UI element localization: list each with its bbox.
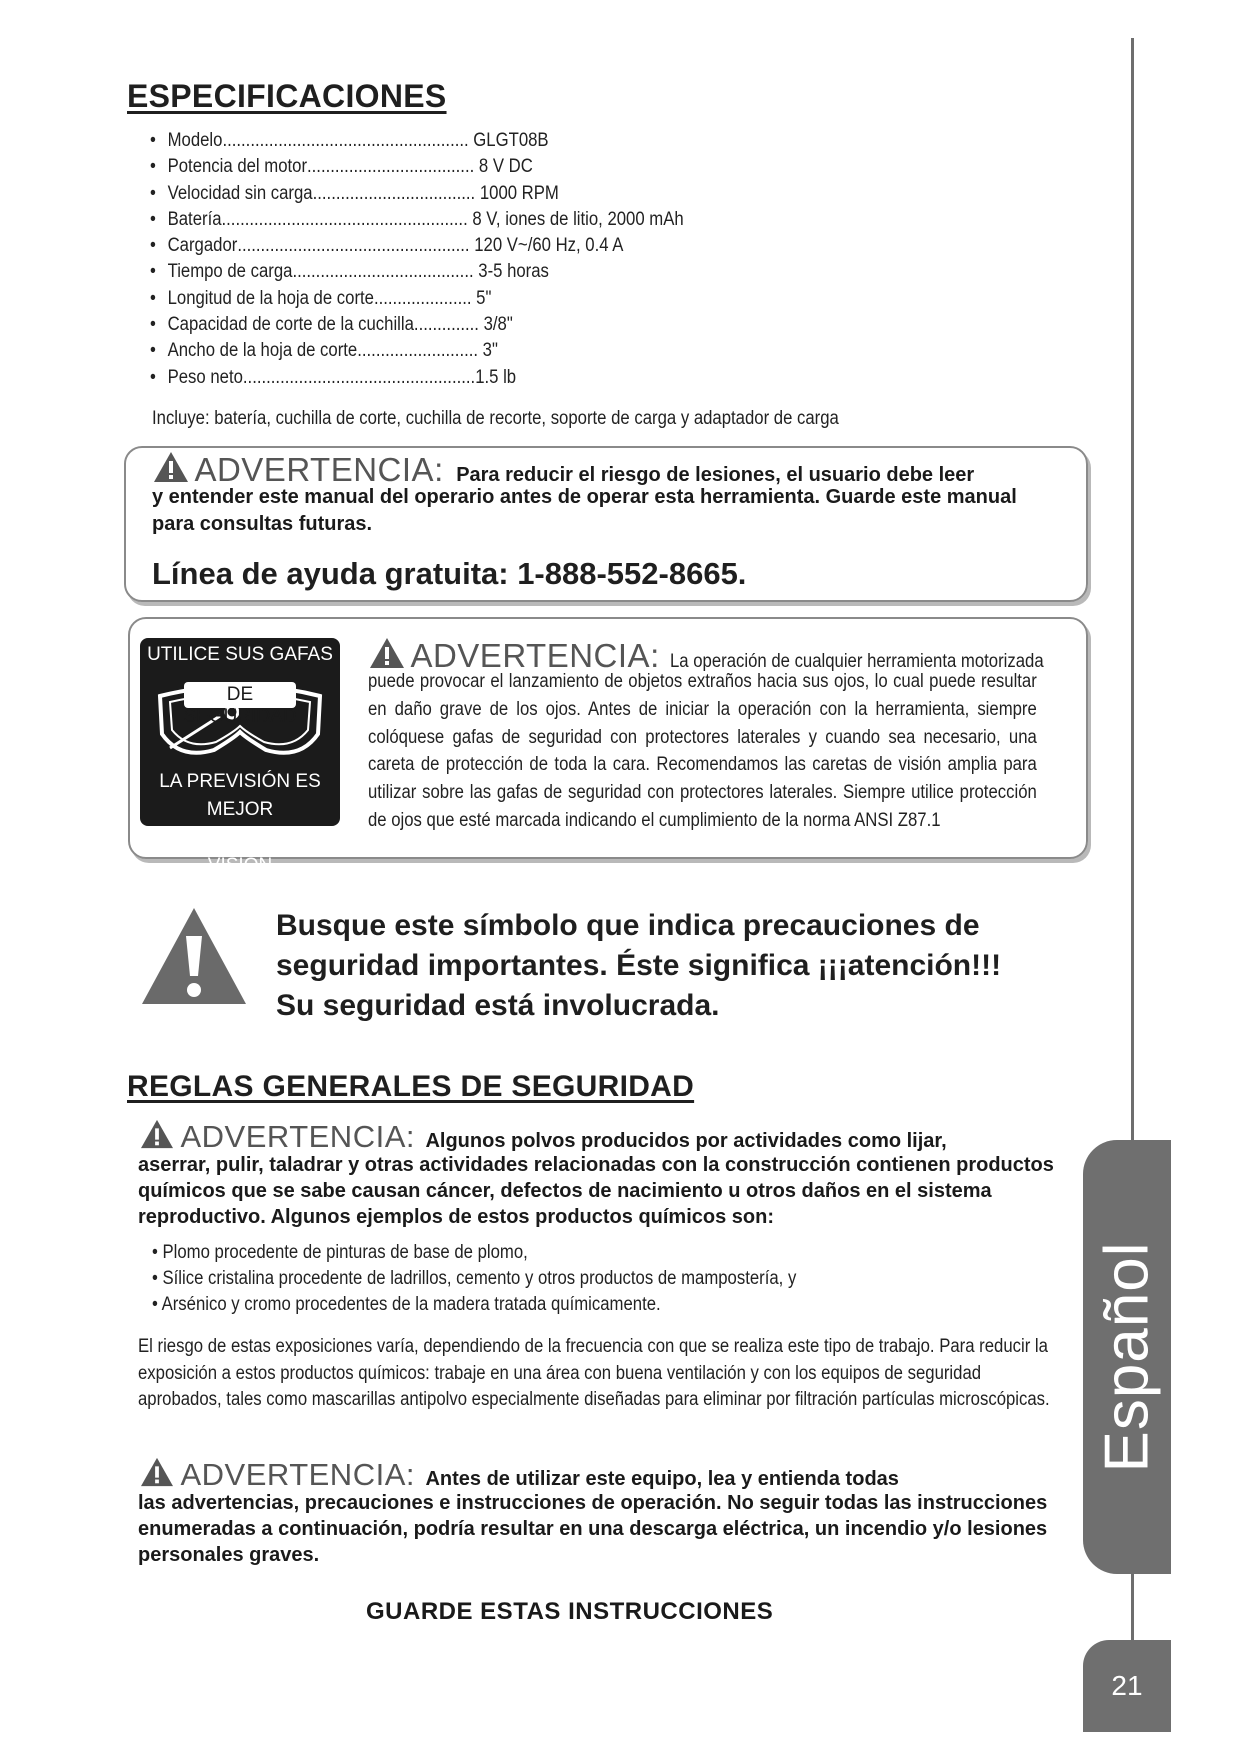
warning-operation-heading [138, 1456, 899, 1493]
list-item: • Sílice cristalina procedente de ladrillos, cemento y otros productos de mampostería, y [152, 1268, 797, 1289]
warning-operation-body: las advertencias, precauciones e instrucciones de operación. No seguir todas las instrucciones enumeradas a continuación, podría resultar en una descarga eléctrica, un incendio y/o lesiones personales graves. [138, 1492, 1048, 1566]
spec-row: • Batería..................................................... 8 V, iones de litio, 2000 mAh [150, 208, 684, 230]
warning-title: ADVERTENCIA: [410, 637, 660, 674]
warning-eyes-lead: La operación de cualquier herramienta motorizada [670, 651, 1044, 672]
symbol-line-3: Su seguridad está involucrada. [276, 989, 720, 1022]
symbol-line-1: Busque este símbolo que indica precauciones de [276, 909, 980, 942]
specs-includes: Incluye: batería, cuchilla de corte, cuchilla de recorte, soporte de carga y adaptador de carga [152, 408, 839, 429]
badge-bottom-text [140, 768, 340, 880]
badge-bottom-line2: QUE NO TENER VISIÒN [167, 827, 313, 876]
spec-row: • Capacidad de corte de la cuchilla.............. 3/8" [150, 314, 513, 336]
badge-bottom-line1: LA PREVISIÓN ES MEJOR [159, 771, 321, 820]
symbol-line-2: seguridad importantes. Éste significa ¡¡¡atención!!! [276, 949, 1002, 982]
language-label: Español [1092, 1241, 1162, 1473]
language-tab [1083, 1140, 1171, 1574]
badge-mid-text: DE SEGURIDAD [183, 684, 297, 727]
spec-row: • Modelo..................................................... GLGT08B [150, 130, 549, 151]
spec-row: • Longitud de la hoja de corte..................... 5" [150, 287, 492, 309]
warning-title: ADVERTENCIA: [180, 1457, 415, 1492]
rules-heading: REGLAS GENERALES DE SEGURIDAD [127, 1070, 695, 1103]
safety-glasses-badge [140, 638, 340, 876]
symbol-explanation [276, 906, 1001, 1026]
specs-heading: ESPECIFICACIONES [127, 78, 447, 114]
warning-triangle-icon [368, 636, 406, 670]
specs-list [150, 128, 713, 391]
warning-manual-body: y entender este manual del operario antes de operar esta herramienta. Guarde este manual para consultas futuras. [152, 486, 1017, 535]
warning-dust-heading [138, 1118, 1078, 1155]
spec-row: • Potencia del motor.................................... 8 V DC [150, 156, 533, 178]
spec-row: • Peso neto..................................................1.5 lb [150, 366, 517, 388]
list-item: • Arsénico y cromo procedentes de la madera tratada químicamente. [152, 1294, 661, 1315]
warning-lead: Para reducir el riesgo de lesiones, el usuario debe leer [456, 464, 975, 486]
page-number-tab [1083, 1640, 1171, 1732]
warning-title: ADVERTENCIA: [180, 1119, 415, 1154]
warning-title: ADVERTENCIA: [194, 451, 444, 488]
spec-row: • Cargador.................................................. 120 V~/60 Hz, 0.4 A [150, 235, 624, 257]
spec-row: • Tiempo de carga....................................... 3-5 horas [150, 261, 549, 283]
spec-row: • Velocidad sin carga................................... 1000 RPM [150, 182, 559, 204]
spec-row: • Ancho de la hoja de corte.......................... 3" [150, 340, 498, 362]
chemical-list [152, 1240, 796, 1318]
warning-triangle-icon [152, 450, 190, 484]
warning-triangle-icon [138, 1118, 176, 1150]
warning-dust-lead: Algunos polvos producidos por actividades como lijar, [425, 1130, 947, 1152]
warning-triangle-icon [138, 1456, 176, 1488]
exposure-paragraph: El riesgo de estas exposiciones varía, dependiendo de la frecuencia con que se realiza este tipo de trabajo. Para reducir la exposición a estos productos químicos: trabaje en una área con buena ventilación y con los equipos de seguridad aprobados, tales como mascarillas antipolvo especialmente diseñadas para eliminar por filtración partículas microscópicas. [138, 1336, 1050, 1410]
warning-operation-lead: Antes de utilizar este equipo, lea y entienda todas [425, 1468, 899, 1490]
warning-dust-body: aserrar, pulir, taladrar y otras actividades relacionadas con la construcción contienen productos químicos que se sabe causan cáncer, defectos de nacimiento u otros daños en el sistema reproductivo. Algunos ejemplos de estos productos químicos son: [138, 1154, 1054, 1228]
save-instructions: GUARDE ESTAS INSTRUCCIONES [366, 1598, 774, 1625]
badge-top-text: UTILICE SUS GAFAS [147, 644, 333, 665]
helpline: Línea de ayuda gratuita: 1-888-552-8665. [152, 556, 747, 591]
warning-symbol-icon [140, 906, 248, 1006]
page-number: 21 [1111, 1670, 1143, 1701]
warning-eyes-body: puede provocar el lanzamiento de objetos extraños hacia sus ojos, lo cual puede resultar en daño grave de los ojos. Antes de iniciar la operación con la herramienta, siempre colóquese gafas de seguridad con protectores laterales y cuando sea necesario, una careta de protección de toda la cara. Recomendamos las caretas de visión amplia para utilizar sobre las gafas de seguridad con protectores laterales. Siempre utilice protección de ojos que esté marcada indicando el cumplimiento de la norma ANSI Z87.1 [368, 671, 1037, 831]
list-item: • Plomo procedente de pinturas de base de plomo, [152, 1242, 528, 1263]
